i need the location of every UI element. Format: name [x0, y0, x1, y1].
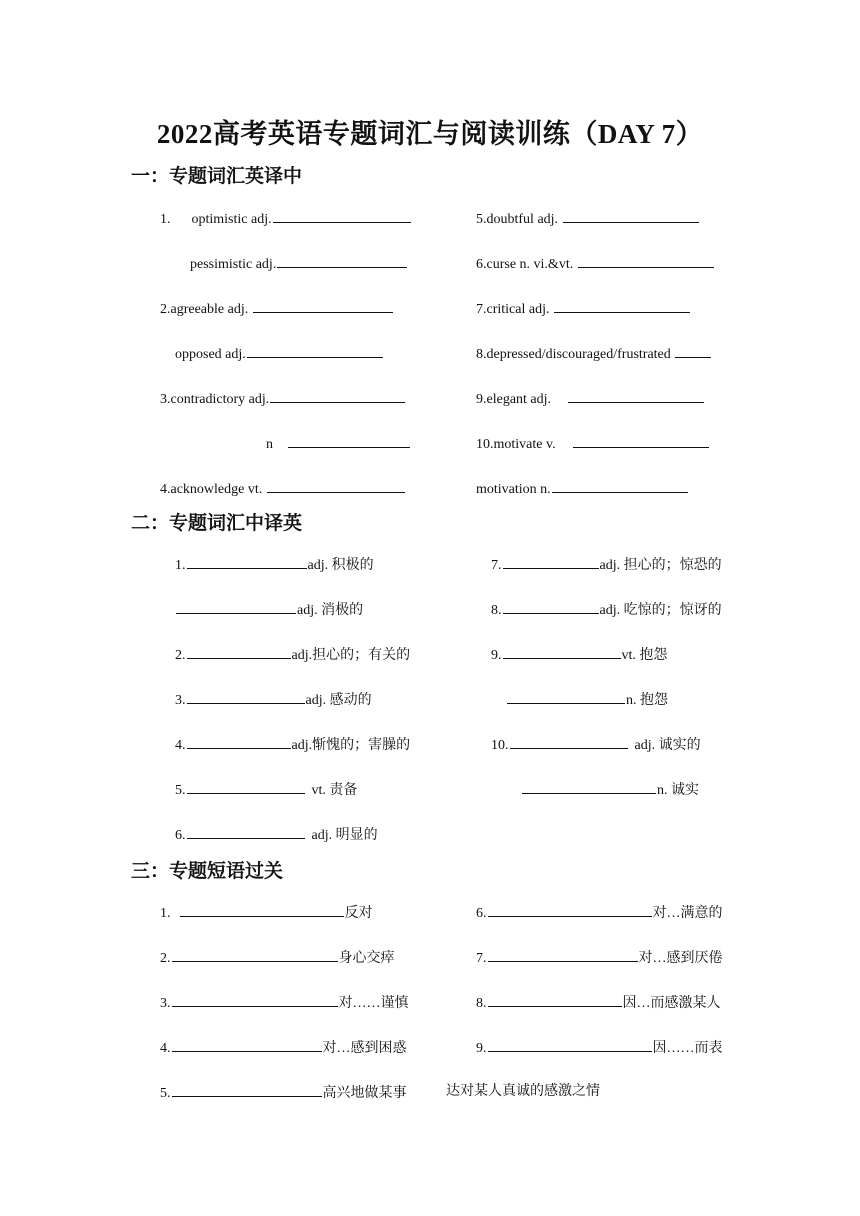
item-meaning: 高兴地做某事	[322, 1086, 407, 1101]
s3-item-5	[160, 1083, 407, 1103]
item-word: motivation n.	[476, 482, 551, 497]
item-meaning: adj. 积极的	[307, 558, 374, 573]
item-word: 4.acknowledge vt.	[160, 482, 263, 497]
item-meaning: adj. 明显的	[311, 828, 378, 843]
item-meaning: 因……而表	[652, 1041, 723, 1056]
answer-blank[interactable]	[176, 600, 296, 614]
s2-item-2	[175, 645, 410, 665]
s1-item-10	[476, 434, 710, 454]
s2-item-7	[491, 555, 722, 575]
item-word: 7.critical adj.	[476, 302, 550, 317]
answer-blank[interactable]	[187, 780, 305, 794]
item-meaning: 对……谨慎	[338, 996, 409, 1011]
s1-item-3	[160, 389, 406, 409]
page-title: 2022高考英语专题词汇与阅读训练（DAY 7）	[156, 119, 704, 149]
section-heading-2: 二：专题词汇中译英	[131, 512, 303, 534]
item-word: 9.elegant adj.	[476, 392, 552, 407]
answer-blank[interactable]	[563, 209, 699, 223]
answer-blank[interactable]	[568, 389, 704, 403]
s1-item-5	[476, 209, 700, 229]
item-number: 1.	[160, 906, 171, 921]
answer-blank[interactable]	[488, 903, 652, 917]
s2-item-10	[491, 735, 701, 755]
item-number: 3.	[160, 996, 171, 1011]
item-number: 3.	[175, 693, 186, 708]
s2-item-1b	[175, 600, 363, 620]
answer-blank[interactable]	[187, 735, 291, 749]
item-meaning: 对…感到厌倦	[638, 951, 723, 966]
item-meaning: adj. 消极的	[297, 603, 364, 618]
s2-item-3	[175, 690, 372, 710]
answer-blank[interactable]	[503, 600, 599, 614]
item-number: 2.	[175, 648, 186, 663]
item-meaning: 身心交瘁	[338, 951, 395, 966]
item-number: 4.	[175, 738, 186, 753]
item-word: opposed adj.	[175, 347, 246, 362]
item-meaning: n. 诚实	[657, 783, 699, 798]
answer-blank[interactable]	[522, 780, 656, 794]
answer-blank[interactable]	[510, 735, 628, 749]
item-meaning: adj. 吃惊的；惊讶的	[599, 603, 722, 618]
item-word: 10.motivate v.	[476, 437, 556, 452]
answer-blank[interactable]	[172, 1083, 322, 1097]
item-meaning: adj. 担心的；惊恐的	[599, 558, 722, 573]
s1-item-4	[160, 479, 406, 499]
s3-item-9-cont: 达对某人真诚的感激之情	[446, 1084, 600, 1099]
s2-item-9	[491, 645, 667, 665]
s3-item-1	[160, 903, 373, 923]
item-word: 6.curse n. vi.&vt.	[476, 257, 574, 272]
s1-item-9	[476, 389, 705, 409]
answer-blank[interactable]	[172, 1038, 322, 1052]
s2-item-10b	[521, 780, 699, 800]
s3-item-4	[160, 1038, 407, 1058]
answer-blank[interactable]	[573, 434, 709, 448]
s1-item-10b	[476, 479, 689, 499]
item-meaning: 对…感到困惑	[322, 1041, 407, 1056]
s1-item-1	[160, 209, 412, 229]
item-meaning: n. 抱怨	[626, 693, 668, 708]
s2-item-4	[175, 735, 410, 755]
s3-item-6	[476, 903, 723, 923]
answer-blank[interactable]	[273, 209, 411, 223]
item-word: 3.contradictory adj.	[160, 392, 270, 407]
item-number: 8.	[476, 996, 487, 1011]
item-meaning: adj.惭愧的；害臊的	[291, 738, 411, 753]
item-meaning: adj. 感动的	[305, 693, 372, 708]
answer-blank[interactable]	[247, 344, 383, 358]
item-number: 5.	[160, 1086, 171, 1101]
item-meaning: 因…而感激某人	[622, 996, 721, 1011]
s1-item-6	[476, 254, 715, 274]
s3-item-7	[476, 948, 723, 968]
s3-item-2	[160, 948, 395, 968]
s3-item-8	[476, 993, 721, 1013]
answer-blank[interactable]	[187, 690, 305, 704]
item-word: pessimistic adj.	[190, 257, 277, 272]
item-meaning: vt. 责备	[311, 783, 358, 798]
answer-blank[interactable]	[488, 993, 622, 1007]
s1-item-2	[160, 299, 394, 319]
item-number: 9.	[476, 1041, 487, 1056]
answer-blank[interactable]	[172, 948, 338, 962]
item-meaning: adj. 诚实的	[634, 738, 701, 753]
answer-blank[interactable]	[288, 434, 410, 448]
answer-blank[interactable]	[507, 690, 625, 704]
section-heading-3: 三：专题短语过关	[131, 860, 284, 882]
item-meaning: vt. 抱怨	[621, 648, 668, 663]
item-meaning: 对…满意的	[652, 906, 723, 921]
answer-blank[interactable]	[552, 479, 688, 493]
item-number: 6.	[476, 906, 487, 921]
item-meaning: 反对	[344, 906, 373, 921]
answer-blank[interactable]	[172, 993, 338, 1007]
item-number: 10.	[491, 738, 509, 753]
item-word: 5.doubtful adj.	[476, 212, 559, 227]
item-number: 4.	[160, 1041, 171, 1056]
answer-blank[interactable]	[675, 344, 711, 358]
item-word: optimistic adj.	[191, 212, 272, 227]
item-number: 9.	[491, 648, 502, 663]
item-number: 7.	[491, 558, 502, 573]
item-number: 1.	[160, 212, 171, 227]
answer-blank[interactable]	[488, 948, 638, 962]
answer-blank[interactable]	[180, 903, 344, 917]
answer-blank[interactable]	[277, 254, 407, 268]
answer-blank[interactable]	[253, 299, 393, 313]
s3-item-3	[160, 993, 409, 1013]
section-heading-1: 一：专题词汇英译中	[131, 165, 303, 187]
s1-item-3b	[266, 434, 411, 454]
s1-item-7	[476, 299, 691, 319]
item-meaning: adj.担心的；有关的	[291, 648, 411, 663]
s2-item-6	[175, 825, 378, 845]
answer-blank[interactable]	[187, 555, 307, 569]
s1-item-2b	[175, 344, 384, 364]
answer-blank[interactable]	[503, 555, 599, 569]
s2-item-8	[491, 600, 722, 620]
answer-blank[interactable]	[488, 1038, 652, 1052]
item-number: 6.	[175, 828, 186, 843]
s3-item-9	[476, 1038, 723, 1058]
s2-item-9b	[506, 690, 668, 710]
answer-blank[interactable]	[270, 389, 405, 403]
answer-blank[interactable]	[503, 645, 621, 659]
s1-item-8	[476, 344, 712, 364]
item-word: n	[266, 437, 273, 452]
answer-blank[interactable]	[578, 254, 714, 268]
s2-item-5	[175, 780, 357, 800]
item-number: 7.	[476, 951, 487, 966]
s2-item-1	[175, 555, 374, 575]
item-number: 5.	[175, 783, 186, 798]
item-word: 8.depressed/discouraged/frustrated	[476, 347, 671, 362]
answer-blank[interactable]	[187, 825, 305, 839]
answer-blank[interactable]	[554, 299, 690, 313]
item-number: 8.	[491, 603, 502, 618]
s1-item-1b	[190, 254, 408, 274]
item-number: 1.	[175, 558, 186, 573]
item-number: 2.	[160, 951, 171, 966]
answer-blank[interactable]	[267, 479, 405, 493]
item-word: 2.agreeable adj.	[160, 302, 249, 317]
answer-blank[interactable]	[187, 645, 291, 659]
